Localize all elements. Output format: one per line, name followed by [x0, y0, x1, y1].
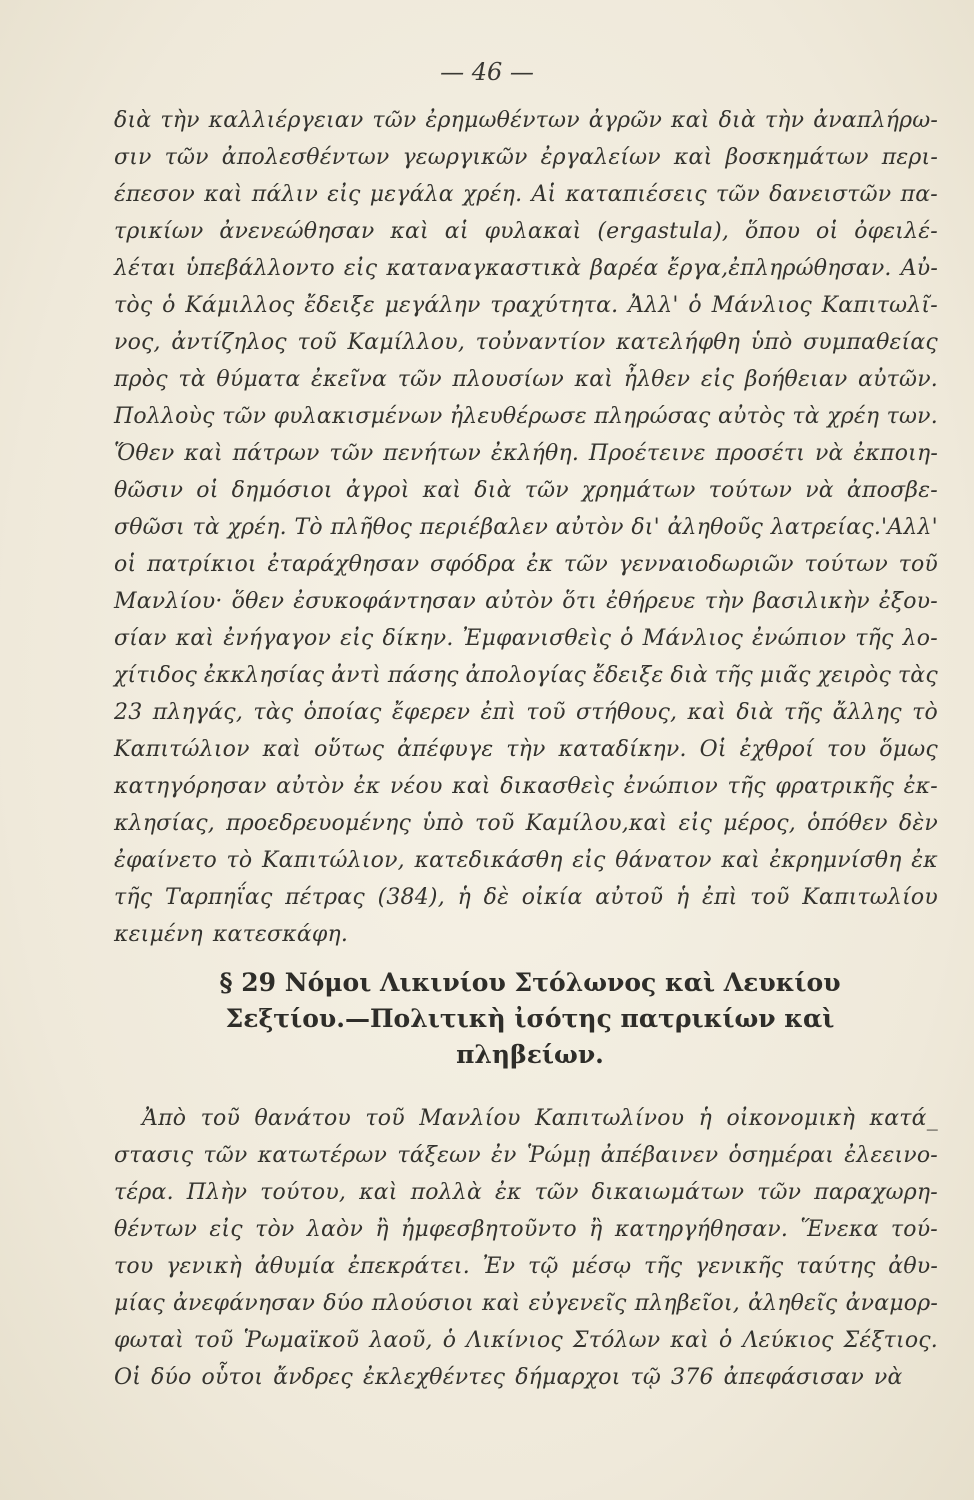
text-line: τρικίων ἀνενεώθησαν καὶ αἱ φυλακαὶ (ergastula), ὅπου οἱ ὀφειλέ- — [114, 219, 938, 244]
page-number: — 46 — — [440, 58, 534, 86]
text-line: Ἀπὸ τοῦ θανάτου τοῦ Μανλίου Καπιτωλίνου ἡ οἰκονομικὴ κατά_ — [142, 1106, 938, 1131]
text-line: θῶσιν οἱ δημόσιοι ἀγροὶ καὶ διὰ τῶν χρημάτων τούτων νὰ ἀποσβε- — [114, 478, 938, 503]
text-line: διὰ τὴν καλλιέργειαν τῶν ἐρημωθέντων ἀγρῶν καὶ διὰ τὴν ἀναπλήρω- — [114, 108, 938, 133]
paragraph-1 — [114, 102, 938, 953]
text-line: νος, ἀντίζηλος τοῦ Καμίλλου, τοὐναντίον κατελήφθη ὑπὸ συμπαθείας — [114, 330, 938, 355]
text-line: κειμένη κατεσκάφη. — [114, 922, 349, 947]
text-line: πρὸς τὰ θύματα ἐκεῖνα τῶν πλουσίων καὶ ἦλθεν εἰς βοήθειαν αὐτῶν. — [114, 367, 938, 392]
text-line: Μανλίου· ὅθεν ἐσυκοφάντησαν αὐτὸν ὅτι ἐθήρευε τὴν βασιλικὴν ἐξου- — [114, 589, 938, 614]
text-line: ἐφαίνετο τὸ Καπιτώλιον, κατεδικάσθη εἰς θάνατον καὶ ἐκρημνίσθη ἐκ — [114, 848, 938, 873]
text-line: έπεσον καὶ πάλιν εἰς μεγάλα χρέη. Αἱ καταπιέσεις τῶν δανειστῶν πα- — [114, 182, 938, 207]
text-line: κατηγόρησαν αὐτὸν ἐκ νέου καὶ δικασθεὶς ἐνώπιον τῆς φρατρικῆς ἐκ- — [114, 774, 938, 799]
text-line: οἱ πατρίκιοι ἐταράχθησαν σφόδρα ἐκ τῶν γενναιοδωριῶν τούτων τοῦ — [114, 552, 938, 577]
text-line: Πολλοὺς τῶν φυλακισμένων ἠλευθέρωσε πληρώσας αὐτὸς τὰ χρέη των. — [114, 404, 938, 429]
heading-line: Σεξτίου.—Πολιτικὴ ἰσότης πατρικίων καὶ — [225, 1004, 835, 1033]
text-line: θέντων εἰς τὸν λαὸν ἢ ἠμφεσβητοῦντο ἢ κατηργήθησαν. Ἕνεκα τού- — [114, 1217, 938, 1242]
text-line: λέται ὑπεβάλλοντο εἰς καταναγκαστικὰ βαρέα ἔργα,ἐπληρώθησαν. Αὐ- — [114, 256, 938, 281]
text-line: Οἱ δύο οὗτοι ἄνδρες ἐκλεχθέντες δήμαρχοι τῷ 376 ἀπεφάσισαν νὰ — [114, 1365, 903, 1390]
text-line: Ὅθεν καὶ πάτρων τῶν πενήτων ἐκλήθη. Προέτεινε προσέτι νὰ ἐκποιη- — [114, 441, 938, 466]
section-heading — [130, 965, 930, 1073]
text-line: 23 πληγάς, τὰς ὁποίας ἔφερεν ἐπὶ τοῦ στήθους, καὶ διὰ τῆς ἄλλης τὸ — [114, 700, 938, 725]
text-line: κλησίας, προεδρευομένης ὑπὸ τοῦ Καμίλου,καὶ εἰς μέρος, ὁπόθεν δὲν — [114, 811, 938, 836]
text-line: τέρα. Πλὴν τούτου, καὶ πολλὰ ἐκ τῶν δικαιωμάτων τῶν παραχωρη- — [114, 1180, 938, 1205]
text-line: σιν τῶν ἀπολεσθέντων γεωργικῶν ἐργαλείων καὶ βοσκημάτων περι- — [114, 145, 938, 170]
text-line: σθῶσι τὰ χρέη. Τὸ πλῆθος περιέβαλεν αὐτὸν δι' ἀληθοῦς λατρείας.'Αλλ' — [114, 515, 938, 540]
heading-line: § 29 Νόμοι Λικινίου Στόλωνος καὶ Λευκίου — [219, 968, 841, 997]
heading-line: πληβείων. — [456, 1040, 604, 1069]
text-line: σίαν καὶ ἐνήγαγον εἰς δίκην. Ἐμφανισθεὶς ὁ Μάνλιος ἐνώπιον τῆς λο- — [114, 626, 938, 651]
text-line: στασις τῶν κατωτέρων τάξεων ἐν Ῥώμῃ ἀπέβαινεν ὁσημέραι ἐλεεινο- — [114, 1143, 938, 1168]
text-line: φωταὶ τοῦ Ῥωμαϊκοῦ λαοῦ, ὁ Λικίνιος Στόλων καὶ ὁ Λεύκιος Σέξτιος. — [114, 1328, 938, 1353]
text-line: τῆς Ταρπηΐας πέτρας (384), ἡ δὲ οἰκία αὐτοῦ ἡ ἐπὶ τοῦ Καπιτωλίου — [114, 885, 938, 910]
paragraph-2 — [114, 1100, 938, 1396]
text-line: χίτιδος ἐκκλησίας ἀντὶ πάσης ἀπολογίας ἔδειξε διὰ τῆς μιᾶς χειρὸς τὰς — [114, 663, 938, 688]
text-line: Καπιτώλιον καὶ οὕτως ἀπέφυγε τὴν καταδίκην. Οἱ ἐχθροί του ὅμως — [114, 737, 938, 762]
text-line: τὸς ὁ Κάμιλλος ἔδειξε μεγάλην τραχύτητα. Ἀλλ' ὁ Μάνλιος Καπιτωλῖ- — [114, 293, 938, 318]
text-line: μίας ἀνεφάνησαν δύο πλούσιοι καὶ εὐγενεῖς πληβεῖοι, ἀληθεῖς ἀναμορ- — [114, 1291, 938, 1316]
text-line: του γενικὴ ἀθυμία ἐπεκράτει. Ἐν τῷ μέσῳ τῆς γενικῆς ταύτης ἀθυ- — [114, 1254, 938, 1279]
